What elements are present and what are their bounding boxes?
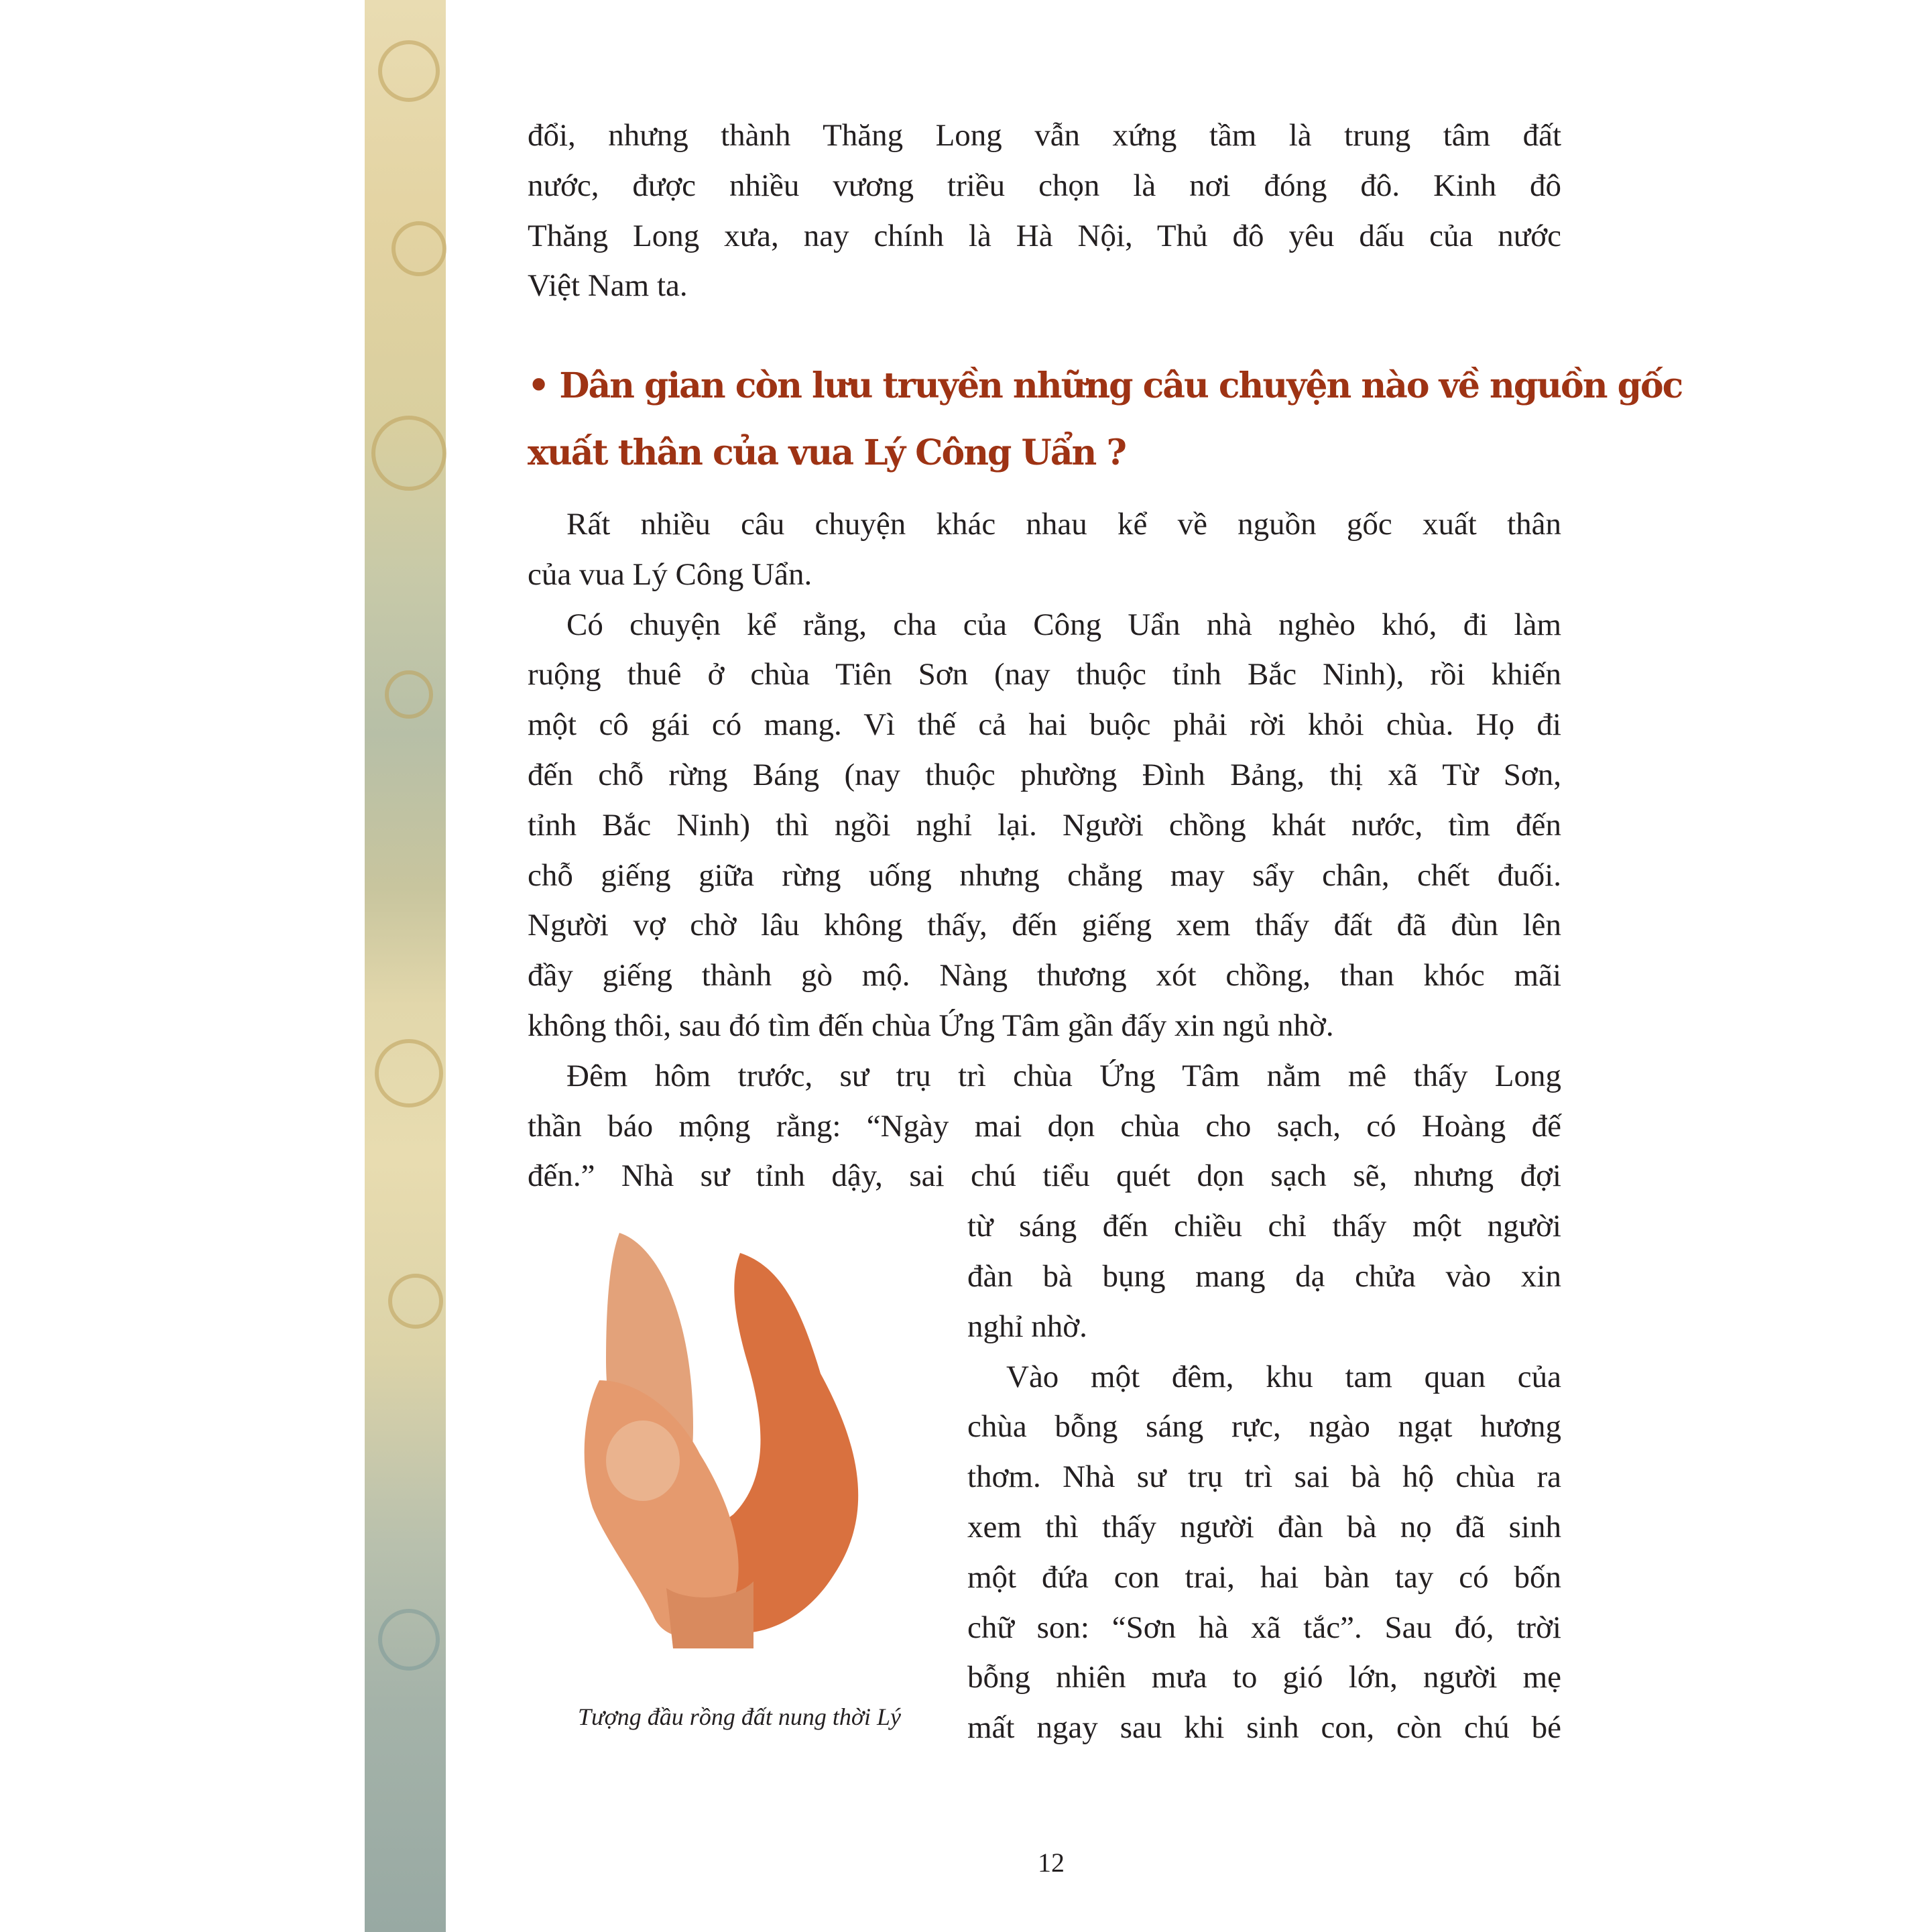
terracotta-dragon-head-image bbox=[579, 1226, 900, 1651]
text-line: chùa bỗng sáng rực, ngào ngạt hương bbox=[967, 1409, 1561, 1445]
text-line: Rất nhiều câu chuyện khác nhau kể về nguồn gốc xuất thân bbox=[566, 507, 1561, 542]
text-line: Đêm hôm trước, sư trụ trì chùa Ứng Tâm nằm mê thấy Long bbox=[566, 1058, 1561, 1093]
text-line: Người vợ chờ lâu không thấy, đến giếng xem thấy đất đã đùn lên bbox=[528, 908, 1561, 943]
text-line: không thôi, sau đó tìm đến chùa Ứng Tâm gần đấy xin ngủ nhờ. bbox=[528, 1008, 1334, 1043]
text-line: đến chỗ rừng Báng (nay thuộc phường Đình Bảng, thị xã Từ Sơn, bbox=[528, 758, 1561, 792]
text-line: của vua Lý Công Uẩn. bbox=[528, 556, 812, 592]
text-line: nước, được nhiều vương triều chọn là nơi đóng đô. Kinh đô bbox=[528, 168, 1561, 203]
text-line: đàn bà bụng mang dạ chửa vào xin bbox=[967, 1259, 1561, 1294]
text-line: chỗ giếng giữa rừng uống nhưng chẳng may sẩy chân, chết đuối. bbox=[528, 857, 1561, 893]
heading-line-1 bbox=[528, 365, 1683, 406]
heading-line-2: xuất thân của vua Lý Công Uẩn ? bbox=[528, 432, 1126, 473]
text-line: thơm. Nhà sư trụ trì sai bà hộ chùa ra bbox=[967, 1459, 1561, 1495]
text-line: Vào một đêm, khu tam quan của bbox=[1006, 1359, 1561, 1394]
text-line: bỗng nhiên mưa to gió lớn, người mẹ bbox=[967, 1660, 1561, 1695]
bullet: • bbox=[528, 365, 549, 406]
text-line: tỉnh Bắc Ninh) thì ngồi nghỉ lại. Người chồng khát nước, tìm đến bbox=[528, 807, 1561, 843]
text-line: đầy giếng thành gò mộ. Nàng thương xót chồng, than khóc mãi bbox=[528, 958, 1561, 993]
text-line: Có chuyện kể rằng, cha của Công Uẩn nhà nghèo khó, đi làm bbox=[566, 607, 1561, 642]
text-line: mất ngay sau khi sinh con, còn chú bé bbox=[967, 1710, 1561, 1746]
text-line: chữ son: “Sơn hà xã tắc”. Sau đó, trời bbox=[967, 1610, 1561, 1645]
text-line: thần báo mộng rằng: “Ngày mai dọn chùa cho sạch, có Hoàng đế bbox=[528, 1108, 1561, 1144]
text-line: ruộng thuê ở chùa Tiên Sơn (nay thuộc tỉnh Bắc Ninh), rồi khiến bbox=[528, 657, 1561, 692]
text-line: một đứa con trai, hai bàn tay có bốn bbox=[967, 1559, 1561, 1595]
text-line: đến.” Nhà sư tỉnh dậy, sai chú tiểu quét dọn sạch sẽ, nhưng đợi bbox=[528, 1158, 1561, 1194]
text-line: từ sáng đến chiều chỉ thấy một người bbox=[967, 1209, 1561, 1244]
text-line: xem thì thấy người đàn bà nọ đã sinh bbox=[967, 1510, 1561, 1545]
text-line: nghỉ nhờ. bbox=[967, 1309, 1087, 1344]
text-line: một cô gái có mang. Vì thế cả hai buộc phải rời khỏi chùa. Họ đi bbox=[528, 707, 1561, 743]
page-number: 12 bbox=[1038, 1848, 1065, 1878]
heading-text: Dân gian còn lưu truyền những câu chuyện nào về nguồn gốc bbox=[559, 365, 1683, 406]
decorative-border-strip bbox=[365, 0, 446, 1932]
text-line: Việt Nam ta. bbox=[528, 268, 688, 304]
text-line: đổi, nhưng thành Thăng Long vẫn xứng tầm là trung tâm đất bbox=[528, 118, 1561, 153]
text-line: Thăng Long xưa, nay chính là Hà Nội, Thủ đô yêu dấu của nước bbox=[528, 218, 1561, 253]
figure-caption: Tượng đầu rồng đất nung thời Lý bbox=[577, 1703, 902, 1730]
